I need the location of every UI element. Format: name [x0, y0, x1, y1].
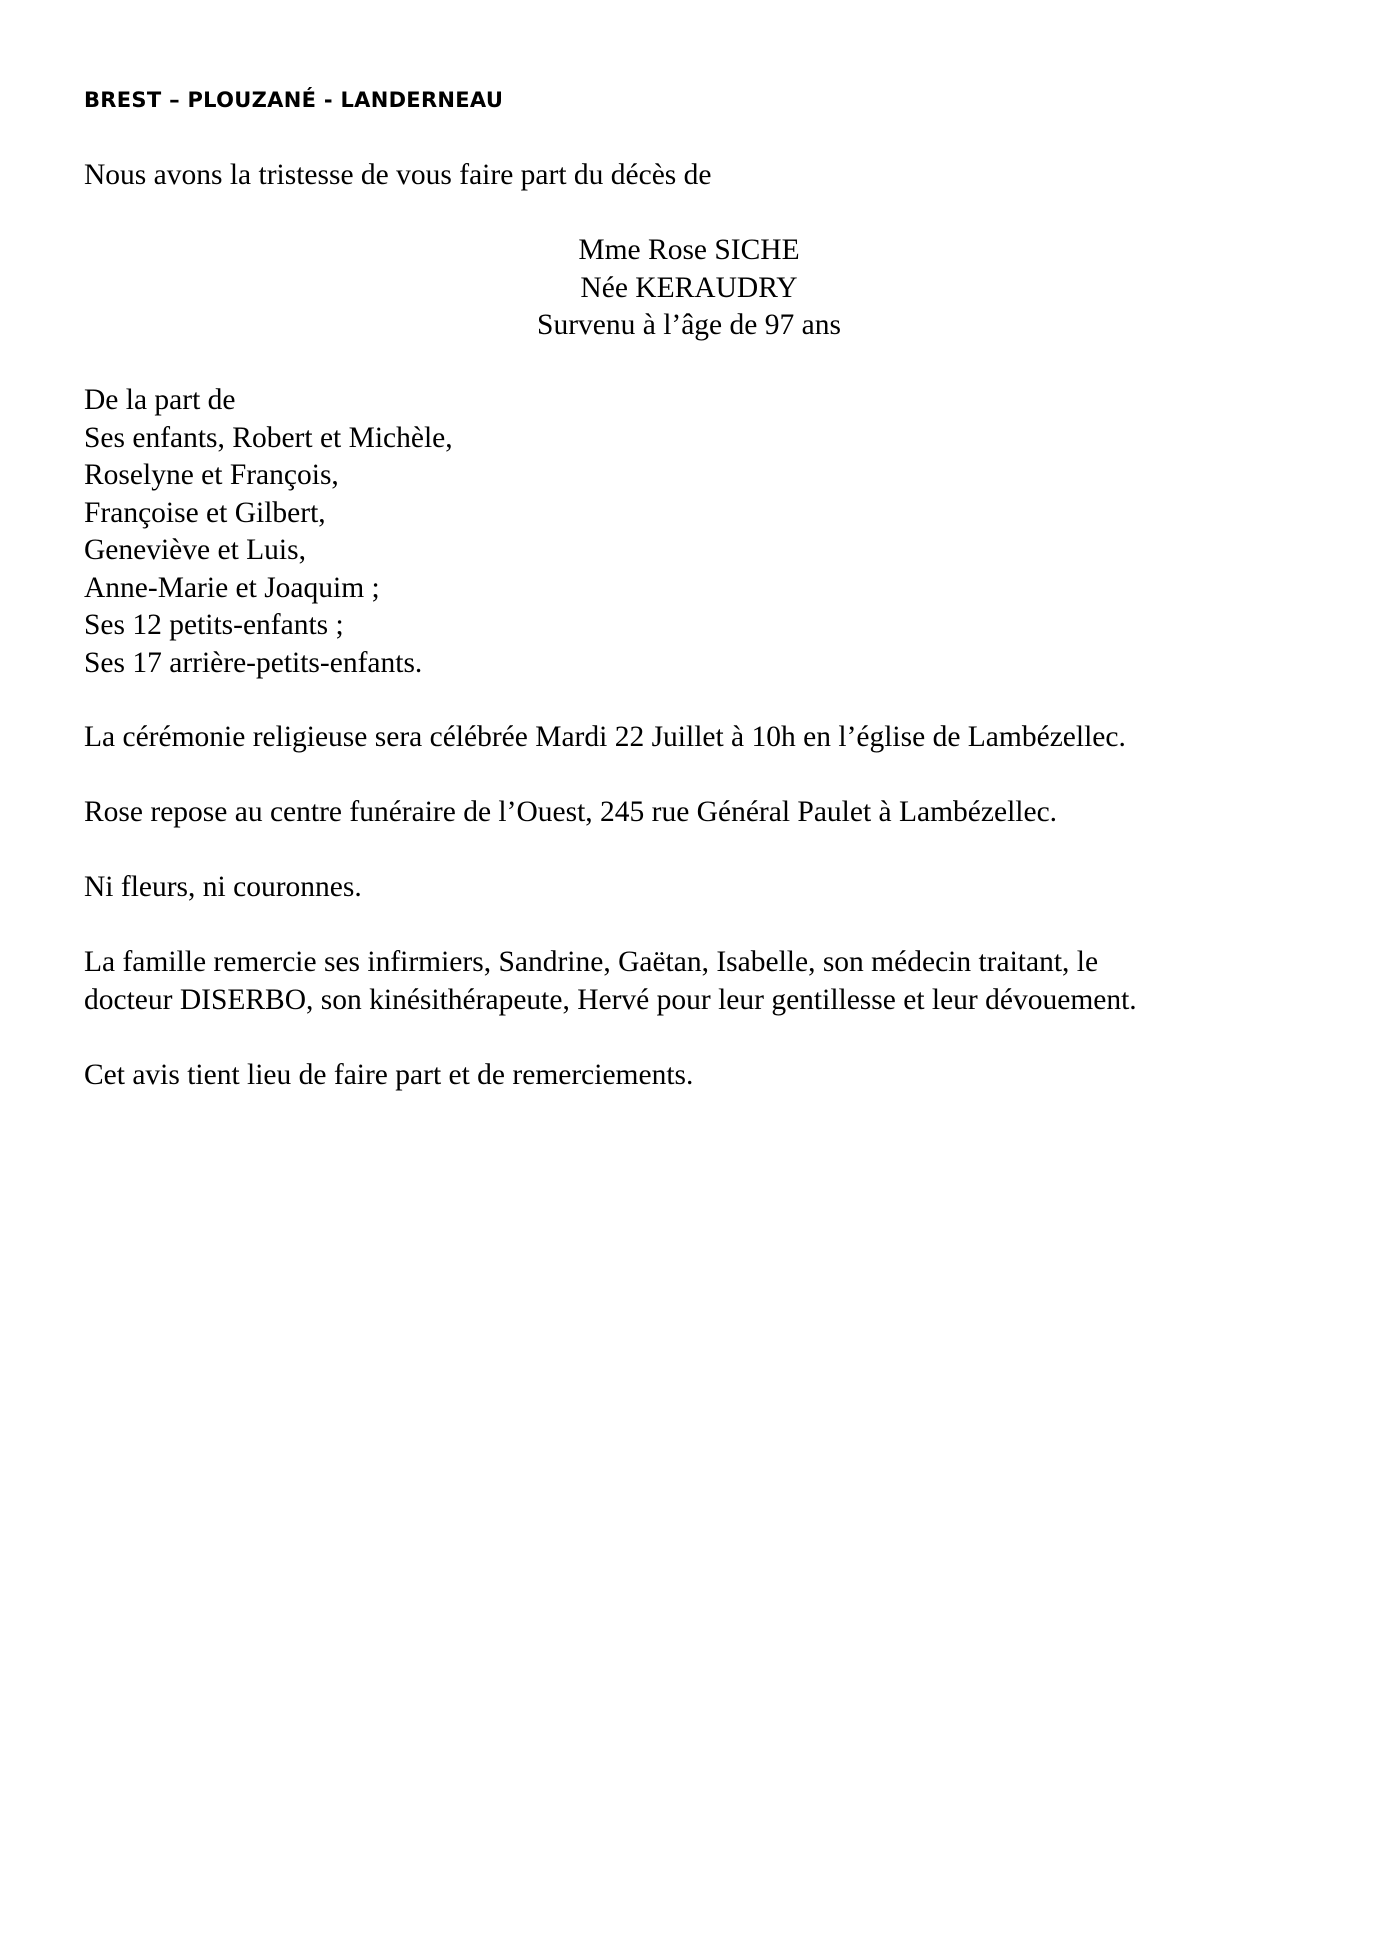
family-block [84, 382, 453, 682]
intro-text: Nous avons la tristesse de vous faire part du décès de [84, 159, 712, 191]
family-line: Anne-Marie et Joaquim ; [84, 571, 380, 604]
family-line: Ses enfants, Robert et Michèle, [84, 421, 453, 454]
family-line: De la part de [84, 384, 236, 416]
thanks-line: La famille remercie ses infirmiers, Sandrine, Gaëtan, Isabelle, son médecin traitant, le [84, 946, 1099, 978]
ceremony-paragraph: La cérémonie religieuse sera célébrée Mardi 22 Juillet à 10h en l’église de Lambézellec. [84, 721, 1126, 753]
deceased-block [0, 232, 1378, 345]
family-line: Françoise et Gilbert, [84, 496, 326, 529]
family-line: Ses 12 petits-enfants ; [84, 609, 344, 641]
family-line: Ses 17 arrière-petits-enfants. [84, 646, 423, 679]
flowers-paragraph: Ni fleurs, ni couronnes. [84, 871, 362, 903]
deceased-maiden-name: Née KERAUDRY [580, 271, 798, 304]
deceased-age: Survenu à l’âge de 97 ans [537, 309, 841, 341]
thanks-paragraph [84, 944, 1137, 1019]
thanks-line: docteur DISERBO, son kinésithérapeute, Hervé pour leur gentillesse et leur dévouement. [84, 983, 1137, 1016]
location-header: BREST – PLOUZANÉ - LANDERNEAU [84, 88, 504, 112]
repose-paragraph: Rose repose au centre funéraire de l’Ouest, 245 rue Général Paulet à Lambézellec. [84, 796, 1058, 828]
family-line: Roselyne et François, [84, 459, 339, 491]
deceased-name: Mme Rose SICHE [578, 234, 800, 266]
family-line: Geneviève et Luis, [84, 534, 306, 566]
notice-paragraph: Cet avis tient lieu de faire part et de remerciements. [84, 1059, 694, 1091]
